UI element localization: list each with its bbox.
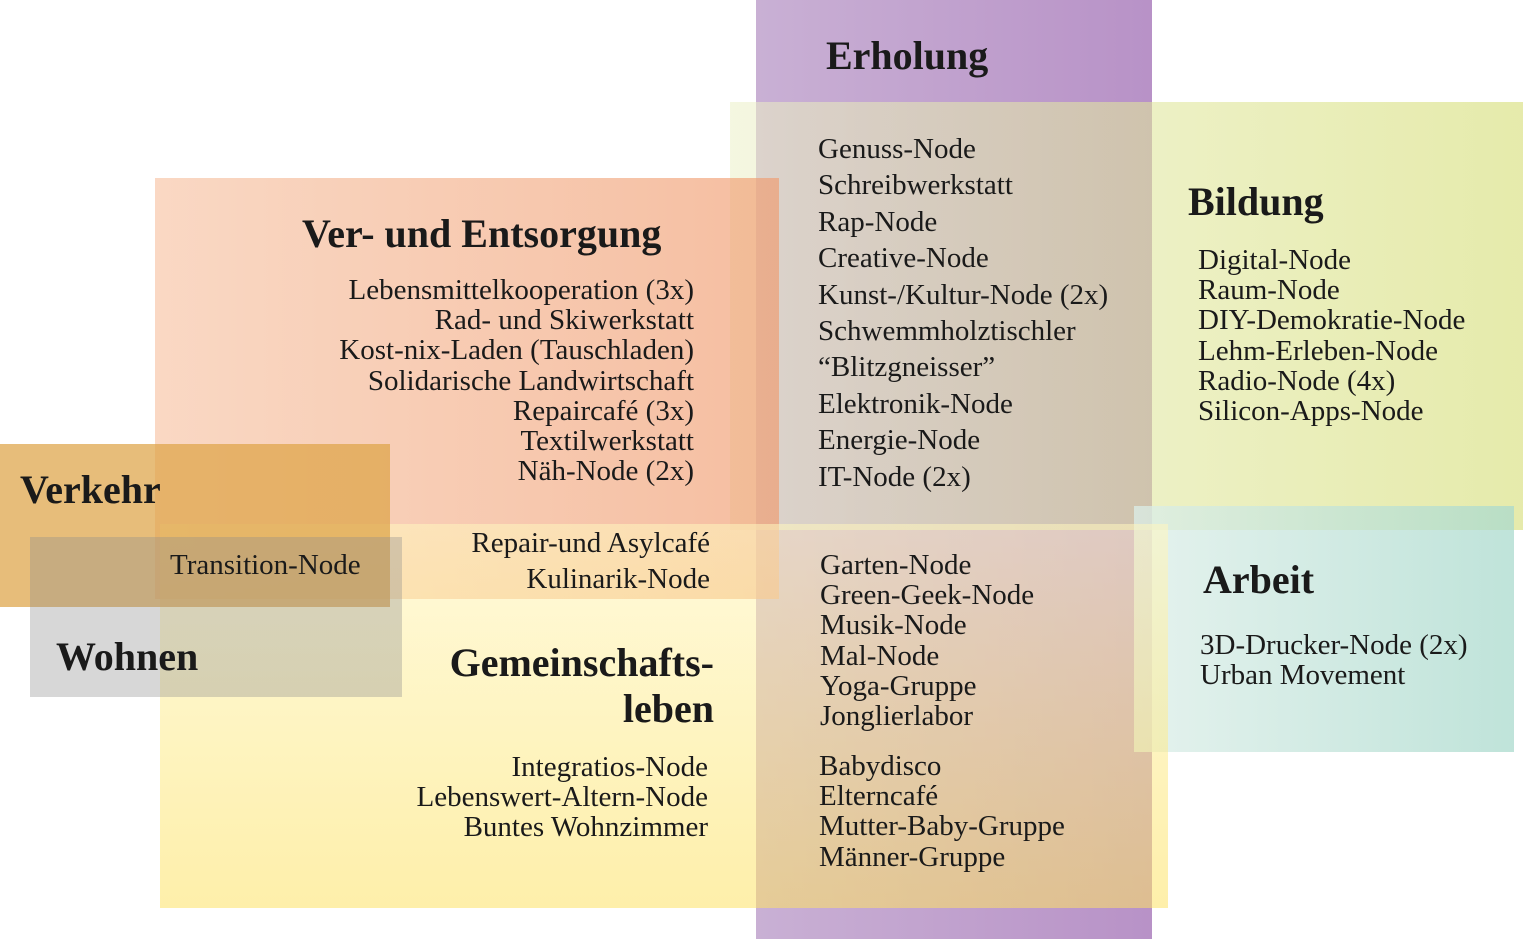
list-item: Lebensmittelkooperation (3x) bbox=[348, 274, 694, 306]
list-ver-und-entsorgung bbox=[339, 275, 694, 486]
list-item: Silicon-Apps-Node bbox=[1198, 395, 1424, 428]
heading-bildung: Bildung bbox=[1188, 179, 1324, 224]
list-item: Textilwerkstatt bbox=[520, 425, 694, 458]
list-item: Schreibwerkstatt bbox=[818, 169, 1013, 202]
list-item: Mutter-Baby-Gruppe bbox=[819, 810, 1065, 843]
list-item: Creative-Node bbox=[818, 242, 989, 275]
list-item: Urban Movement bbox=[1200, 659, 1406, 692]
list-item: Mal-Node bbox=[820, 639, 940, 672]
list-item: DIY-Demokratie-Node bbox=[1198, 304, 1466, 337]
heading-arbeit: Arbeit bbox=[1203, 557, 1315, 602]
list-erholung-gemeinschaft-a bbox=[820, 550, 1034, 731]
list-item: Digital-Node bbox=[1198, 244, 1352, 276]
list-item: 3D-Drucker-Node (2x) bbox=[1200, 629, 1468, 661]
list-item: Solidarische Landwirtschaft bbox=[367, 364, 694, 397]
list-item: Buntes Wohnzimmer bbox=[463, 811, 708, 844]
list-item: Kulinarik-Node bbox=[526, 563, 710, 595]
heading-gemeinschaftsleben bbox=[450, 640, 714, 732]
heading-ver-und-entsorgung: Ver- und Entsorgung bbox=[302, 211, 662, 256]
list-item: Radio-Node (4x) bbox=[1198, 364, 1396, 397]
list-item: Repaircafé (3x) bbox=[512, 394, 694, 427]
list-item: Raum-Node bbox=[1198, 274, 1340, 307]
list-item: Rad- und Skiwerkstatt bbox=[434, 304, 694, 337]
list-item: Genuss-Node bbox=[818, 133, 976, 165]
list-item: Transition-Node bbox=[170, 549, 361, 581]
list-item: Babydisco bbox=[819, 750, 942, 782]
heading-erholung: Erholung bbox=[826, 33, 989, 78]
list-item: Jonglierlabor bbox=[820, 700, 974, 733]
list-item: IT-Node (2x) bbox=[818, 460, 971, 493]
list-item: Repair-und Asylcafé bbox=[471, 527, 710, 559]
list-item: Musik-Node bbox=[820, 609, 967, 642]
list-item: Schwemmholztischler bbox=[818, 315, 1076, 348]
heading-gemeinschaftsleben-line2: leben bbox=[622, 686, 714, 731]
list-item: Elektronik-Node bbox=[818, 387, 1013, 420]
list-item: Lebenswert-Altern-Node bbox=[416, 781, 708, 814]
list-item: “Blitzgneisser” bbox=[818, 351, 996, 384]
list-item: Kost-nix-Laden (Tauschladen) bbox=[339, 334, 694, 367]
list-item: Energie-Node bbox=[818, 424, 981, 457]
heading-gemeinschaftsleben-line1: Gemeinschafts- bbox=[449, 640, 714, 685]
list-bildung bbox=[1198, 245, 1465, 426]
list-erholung-bildung bbox=[818, 131, 1108, 495]
list-item: Lehm-Erleben-Node bbox=[1198, 334, 1438, 367]
list-item: Rap-Node bbox=[818, 205, 938, 238]
list-item: Elterncafé bbox=[819, 780, 939, 813]
list-item: Green-Geek-Node bbox=[820, 579, 1035, 612]
list-item: Kunst-/Kultur-Node (2x) bbox=[818, 278, 1109, 311]
list-erholung-gemeinschaft-b bbox=[819, 751, 1065, 872]
list-item: Männer-Gruppe bbox=[819, 840, 1006, 873]
list-versorgung-gemeinschaft bbox=[471, 525, 710, 597]
list-item: Näh-Node (2x) bbox=[517, 455, 694, 488]
list-gemeinschaftsleben bbox=[417, 752, 709, 843]
list-verkehr-wohnen bbox=[170, 550, 361, 580]
list-arbeit bbox=[1200, 630, 1468, 690]
heading-verkehr: Verkehr bbox=[20, 467, 161, 512]
list-item: Integratios-Node bbox=[511, 751, 708, 783]
list-item: Yoga-Gruppe bbox=[820, 669, 977, 702]
heading-wohnen: Wohnen bbox=[56, 634, 199, 679]
list-item: Garten-Node bbox=[820, 549, 972, 581]
